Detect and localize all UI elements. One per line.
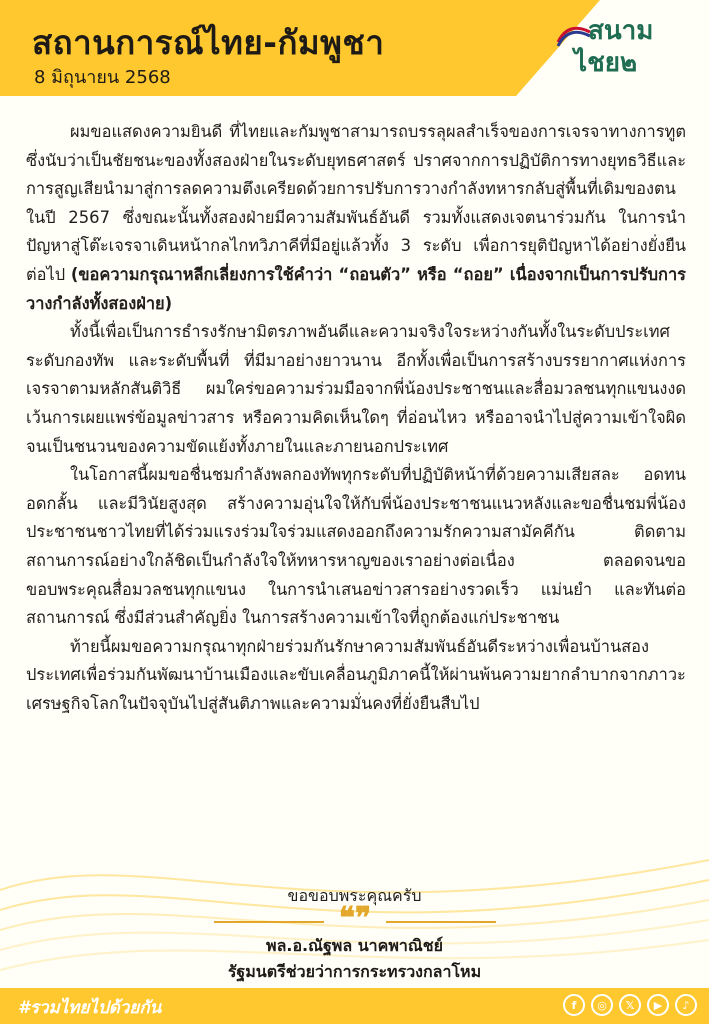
paragraph-1-text: ผมขอแสดงความยินดี ที่ไทยและกัมพูชาสามารถบรรลุผลสำเร็จของการเจรจาทางการทูตซึ่งนับว่าเป็นชัยชนะของทั้งสองฝ่ายในระดับยุทธศาสตร์ ปราศจากการปฏิบัติการทางยุทธวิธีและการสูญเสียนำมาสู่การลดความตึงเครียดด้วยการปรับการวางกำลังทหารกลับสู่พื้นที่เดิมของตนในปี 2567 ซึ่งขณะนั้นทั้งสองฝ่ายมีความสัมพันธ์อันดี รวมทั้งแสดงเจตนาร่วมกัน ในการนำปัญหาสู่โต๊ะเจรจาเดินหน้ากลไกทวิภาคีที่มีอยู่แล้วทั้ง 3 ระดับ เพื่อการยุติปัญหาได้อย่างยั่งยืนต่อไป (26, 122, 686, 284)
hashtag: #รวมไทยไปด้วยกัน (18, 998, 162, 1018)
closing-thanks: ขอขอบพระคุณครับ (287, 886, 422, 905)
signer-title: รัฐมนตรีช่วยว่าการกระทรวงกลาโหม (227, 962, 482, 981)
divider-line-right (386, 921, 496, 923)
footer-bar (0, 988, 709, 1024)
logo-text-top: สนาม (588, 16, 654, 46)
paragraph-2: ทั้งนี้เพื่อเป็นการธำรงรักษามิตรภาพอันดีและความจริงใจระหว่างกันทั้งในระดับประเทศ ระดับกองทัพ และระดับพื้นที่ ที่มีมาอย่างยาวนาน อีกทั้งเพื่อเป็นการสร้างบรรยากาศแห่งการเจรจาตามหลักสันติวิธี ผมใคร่ขอความร่วมมือจากพี่น้องประชาชนและสื่อมวลชนทุกแขนงงดเว้นการเผยแพร่ข้อมูลข่าวสาร หรือความคิดเห็นใดๆ ที่อ่อนไหว หรืออาจนำไปสู่ความเข้าใจผิดจนเป็นชนวนของความขัดแย้งทั้งภายในและภายนอกประเทศ (26, 322, 686, 456)
x-icon[interactable]: 𝕏 (619, 994, 641, 1016)
youtube-icon[interactable]: ▶ (647, 994, 669, 1016)
flag-ribbon-icon (556, 22, 592, 48)
statement-body (26, 118, 686, 718)
paragraph-1 (26, 118, 686, 318)
logo-text-bottom: ไชย๒ (574, 48, 638, 78)
social-links (563, 994, 697, 1016)
paragraph-3: ในโอกาสนี้ผมขอชื่นชมกำลังพลกองทัพทุกระดับที่ปฏิบัติหน้าที่ด้วยความเสียสละ อดทนอดกลั้น และมีวินัยสูงสุด สร้างความอุ่นใจให้กับพี่น้องประชาชนแนวหลังและขอชื่นชมพี่น้องประชาชนชาวไทยที่ได้ร่วมแรงร่วมใจร่วมแสดงออกถึงความรักความสามัคคีกัน ติดตามสถานการณ์อย่างใกล้ชิดเป็นกำลังใจให้ทหารหาญของเราอย่างต่อเนื่อง ตลอดจนขอขอบพระคุณสื่อมวลชนทุกแขนง ในการนำเสนอข่าวสารอย่างรวดเร็ว แม่นยำ และทันต่อสถานการณ์ ซึ่งมีส่วนสำคัญยิ่ง ในการสร้างความเข้าใจที่ถูกต้องแก่ประชาชน (26, 465, 686, 628)
date: 8 มิถุนายน 2568 (34, 67, 171, 88)
header (0, 0, 709, 96)
quote-divider (214, 901, 496, 936)
quote-icon: ❝❞ (338, 901, 372, 936)
instagram-icon[interactable]: ◎ (591, 994, 613, 1016)
facebook-icon[interactable]: f (563, 994, 585, 1016)
tiktok-icon[interactable]: ♪ (675, 994, 697, 1016)
paragraph-4: ท้ายนี้ผมขอความกรุณาทุกฝ่ายร่วมกันรักษาความสัมพันธ์อันดีระหว่างเพื่อนบ้านสองประเทศเพื่อร่วมกันพัฒนาบ้านเมืองและขับเคลื่อนภูมิภาคนี้ให้ผ่านพ้นความยากลำบากจากภาวะเศรษฐกิจโลกในปัจจุบันไปสู่สันติภาพและความมั่นคงที่ยั่งยืนสืบไป (26, 636, 686, 713)
sanamchai-logo (556, 14, 696, 86)
page-title: สถานการณ์ไทย-กัมพูชา (32, 23, 385, 62)
signer-name: พล.อ.ณัฐพล นาคพาณิชย์ (266, 936, 443, 955)
paragraph-1-bold-note: (ขอความกรุณาหลีกเลี่ยงการใช้คำว่า “ถอนตัว” หรือ “ถอย” เนื่องจากเป็นการปรับการวางกำลังทั้งสองฝ่าย) (26, 264, 686, 313)
divider-line-left (214, 921, 324, 923)
